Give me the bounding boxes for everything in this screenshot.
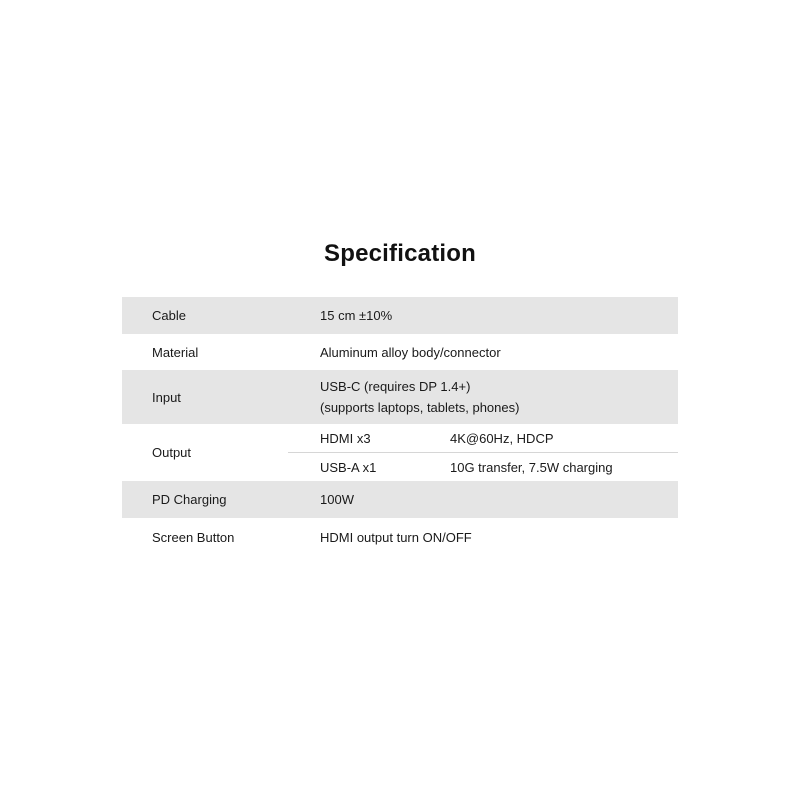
spec-label: Input <box>152 389 181 405</box>
spec-value: Aluminum alloy body/connector <box>320 344 501 360</box>
spec-row-cable <box>122 297 678 334</box>
page-title: Specification <box>324 240 476 267</box>
output-detail: 10G transfer, 7.5W charging <box>450 459 613 475</box>
output-detail: 4K@60Hz, HDCP <box>450 430 554 446</box>
spec-row-output <box>122 424 678 481</box>
spec-value: HDMI output turn ON/OFF <box>320 529 472 545</box>
spec-label: Material <box>152 344 199 360</box>
spec-value-line: USB-C (requires DP 1.4+) <box>320 379 471 394</box>
spec-label: PD Charging <box>152 492 227 507</box>
spec-label: Output <box>152 445 192 460</box>
spec-label: Screen Button <box>152 529 235 545</box>
spec-row-pd-charging <box>122 481 678 518</box>
output-subrow-hdmi <box>288 424 678 452</box>
spec-value <box>320 376 519 418</box>
spec-row-material <box>122 334 678 370</box>
spec-row-input <box>122 370 678 424</box>
spec-value: 15 cm ±10% <box>320 308 393 323</box>
output-port: USB-A x1 <box>320 459 377 475</box>
output-port: HDMI x3 <box>320 430 371 446</box>
spec-row-screen-button <box>122 518 678 556</box>
spec-table <box>122 297 678 556</box>
spec-value-line: (supports laptops, tablets, phones) <box>320 400 520 415</box>
output-subrow-usb-a <box>288 453 678 481</box>
spec-value: 100W <box>320 492 354 507</box>
spec-label: Cable <box>152 308 186 323</box>
